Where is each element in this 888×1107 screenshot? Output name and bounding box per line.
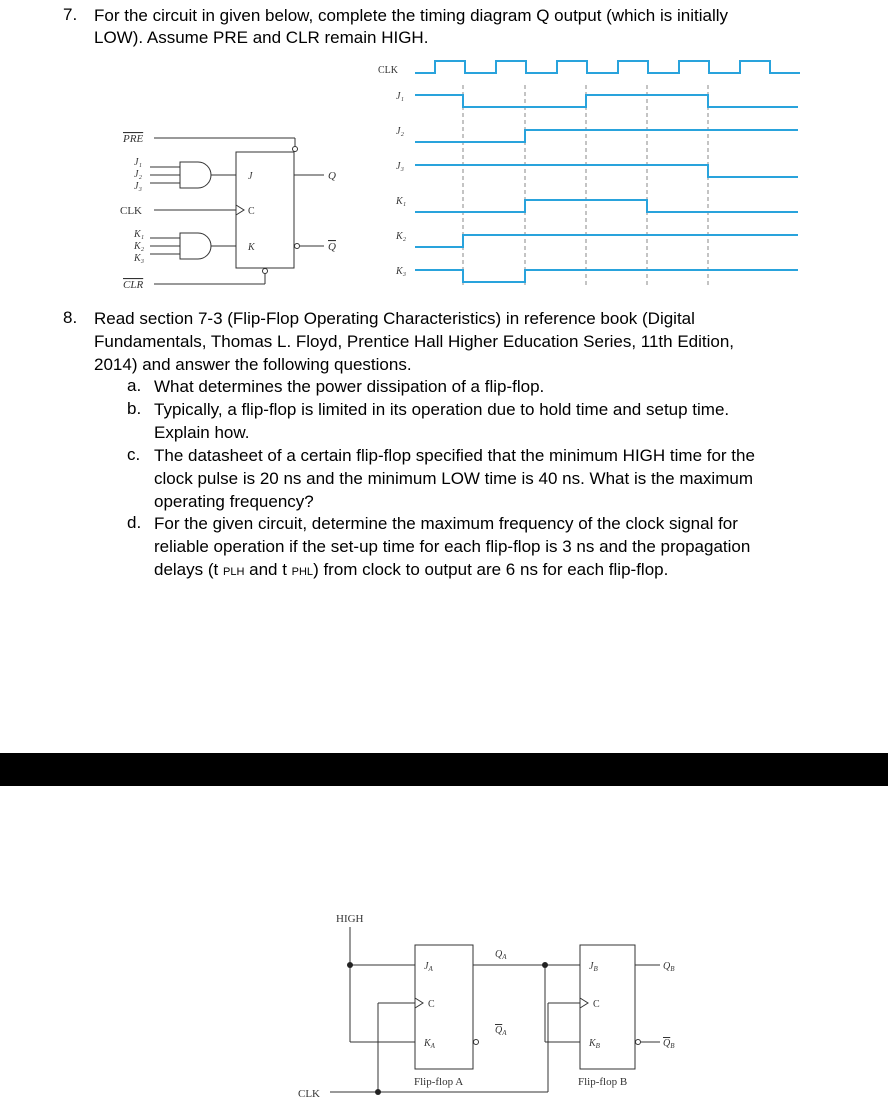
tplh-subscript: PLH: [222, 566, 245, 578]
part-b-line-2: Explain how.: [154, 423, 250, 442]
part-d-label: d.: [127, 513, 142, 532]
question-8-line-1: Read section 7-3 (Flip-Flop Operating Characteristics) in reference book (Digital: [94, 309, 695, 328]
part-d-text-a: delays (t: [154, 560, 223, 579]
ffb-label: Flip-flop B: [578, 1076, 628, 1088]
part-b-label: b.: [127, 399, 142, 418]
qbbar-label: [663, 1038, 675, 1050]
jk-circuit-diagram: [110, 120, 370, 300]
tphl-subscript: PHL: [291, 566, 314, 578]
jb-letter: J: [589, 961, 594, 972]
qbar-output-label: Q: [328, 241, 336, 253]
qa-label: [495, 949, 507, 961]
black-separator-bar: [0, 753, 888, 786]
k1-label: K₁: [134, 229, 145, 240]
clk2-label: CLK: [298, 1088, 320, 1100]
waveform-4: [415, 200, 798, 212]
j1-label: J₁: [134, 157, 142, 168]
qabar-subscript: A: [502, 1029, 507, 1037]
qabar-label: [495, 1025, 507, 1037]
question-7-line-1: For the circuit in given below, complete the timing diagram Q output (which is initially: [94, 6, 729, 25]
timing-label-2: J₂: [396, 126, 404, 137]
question-7-line-2: LOW). Assume PRE and CLR remain HIGH.: [94, 28, 429, 47]
junction-dot-clk: [375, 1089, 381, 1095]
ffa-label: Flip-flop A: [414, 1076, 464, 1088]
high-label: HIGH: [336, 913, 364, 925]
timing-label-3: J₃: [396, 161, 404, 172]
two-flip-flop-circuit: [290, 905, 730, 1105]
waveform-1: [415, 95, 798, 107]
ff-k-label: K: [248, 242, 255, 253]
qabar-letter: Q: [495, 1025, 503, 1036]
q-output-label: Q: [328, 170, 336, 182]
part-d-text-b: and t: [244, 560, 292, 579]
j3-label: J₃: [134, 181, 142, 192]
waveform-3: [415, 165, 798, 177]
part-c-label: c.: [127, 445, 141, 464]
waveform-6: [415, 270, 798, 282]
qbbar-subscript: B: [670, 1042, 675, 1050]
k2-label: K₂: [134, 241, 145, 252]
question-8-line-2: Fundamentals, Thomas L. Floyd, Prentice Hall Higher Education Series, 11th Edition,: [94, 332, 735, 351]
waveform-5: [415, 235, 798, 247]
ka-label: [423, 1038, 436, 1050]
ff-j-label: J: [248, 171, 253, 182]
kb-letter: K: [589, 1038, 596, 1049]
ffa-c-label: C: [428, 999, 435, 1010]
ff-c-label: C: [248, 206, 255, 217]
qb-subscript: B: [670, 965, 675, 973]
timing-label-6: K₃: [396, 266, 407, 277]
junction-dot-qa: [542, 962, 548, 968]
kb-subscript: B: [595, 1042, 600, 1050]
jb-subscript: B: [593, 965, 598, 973]
qa-letter: Q: [495, 949, 503, 960]
part-d-line-3: [154, 558, 668, 584]
ka-subscript: A: [430, 1042, 435, 1050]
part-d-text-c: ) from clock to output are 6 ns for each flip-flop.: [313, 560, 669, 579]
part-c-line-2: clock pulse is 20 ns and the minimum LOW time is 40 ns. What is the maximum: [154, 469, 753, 488]
waveform-2: [415, 130, 798, 142]
part-a-line-1: What determines the power dissipation of a flip-flop.: [154, 377, 545, 396]
timing-label-1: J₁: [396, 91, 404, 102]
ja-label: [424, 961, 433, 973]
question-8-line-3: 2014) and answer the following questions.: [94, 355, 412, 374]
question-8-number: 8.: [63, 308, 78, 327]
part-b-line-1: Typically, a flip-flop is limited in its operation due to hold time and setup time.: [154, 400, 730, 419]
pre-label: PRE: [123, 133, 144, 145]
timing-label-5: K₂: [396, 231, 407, 242]
ffb-c-label: C: [593, 999, 600, 1010]
jb-label: [589, 961, 598, 973]
k3-label: K₃: [134, 253, 145, 264]
clr-label: CLR: [123, 279, 144, 291]
ka-letter: K: [424, 1038, 431, 1049]
j2-label: J₂: [134, 169, 142, 180]
waveform-0: [415, 61, 800, 73]
qbbar-letter: Q: [663, 1038, 671, 1049]
part-d-line-1: For the given circuit, determine the maximum frequency of the clock signal for: [154, 514, 738, 533]
junction-dot-high: [347, 962, 353, 968]
qa-subscript: A: [502, 953, 507, 961]
timing-label-4: K₁: [396, 196, 407, 207]
question-7-number: 7.: [63, 5, 78, 24]
timing-diagram: [370, 55, 800, 290]
qb-label: [663, 961, 675, 973]
ja-letter: J: [424, 961, 429, 972]
ja-subscript: A: [428, 965, 433, 973]
part-a-label: a.: [127, 376, 142, 395]
timing-label-0: CLK: [378, 65, 398, 76]
kb-label: [588, 1038, 601, 1050]
part-c-line-1: The datasheet of a certain flip-flop specified that the minimum HIGH time for the: [154, 446, 755, 465]
qb-letter: Q: [663, 961, 671, 972]
part-c-line-3: operating frequency?: [154, 492, 314, 511]
part-d-line-2: reliable operation if the set-up time for each flip-flop is 3 ns and the propagation: [154, 537, 751, 556]
clk-label: CLK: [120, 205, 142, 217]
